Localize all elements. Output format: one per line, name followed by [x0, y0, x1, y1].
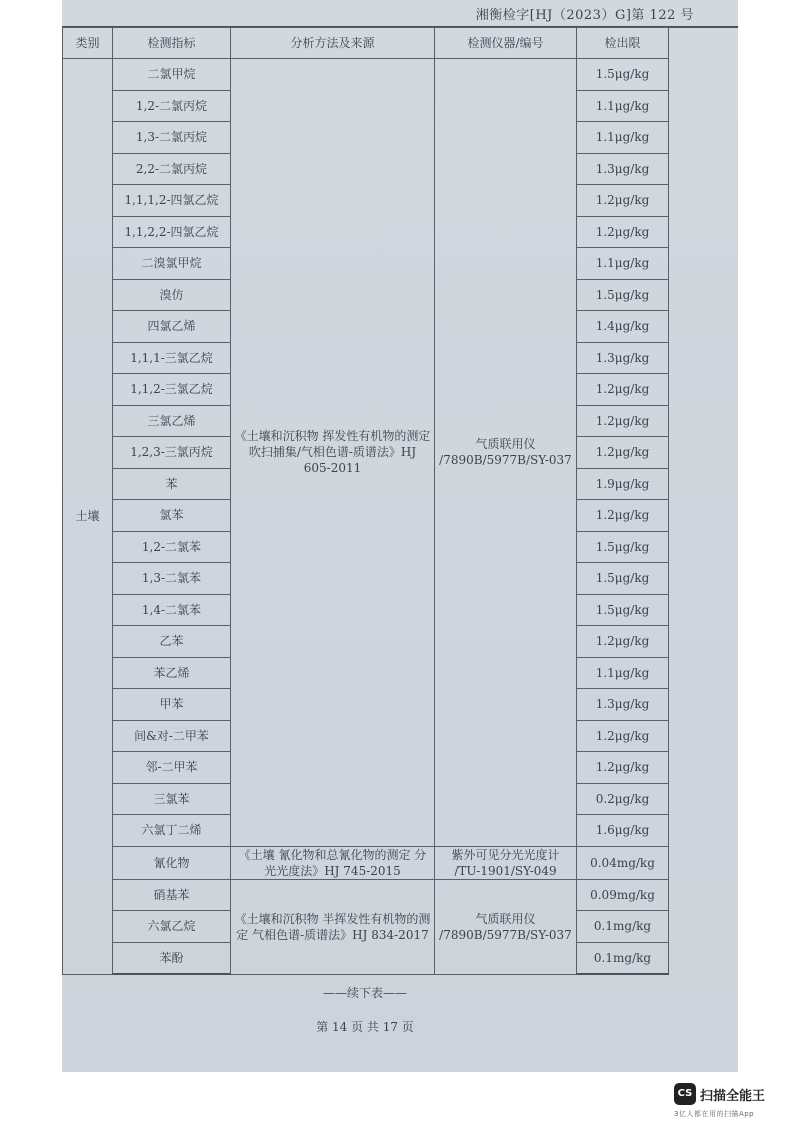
brand-name: 扫描全能王 [700, 1089, 766, 1104]
instrument-cell: 气质联用仪 /7890B/5977B/SY-037 [435, 879, 577, 974]
header-category: 类别 [63, 28, 113, 59]
indicator-cell: 1,2,3-三氯丙烷 [113, 437, 231, 469]
camscanner-logo-icon: CS [674, 1083, 696, 1105]
indicator-cell: 溴仿 [113, 279, 231, 311]
indicator-cell: 1,3-二氯丙烷 [113, 122, 231, 154]
indicator-cell: 1,2-二氯苯 [113, 531, 231, 563]
indicator-cell: 1,1,1,2-四氯乙烷 [113, 185, 231, 217]
instrument-cell: 气质联用仪 /7890B/5977B/SY-037 [435, 59, 577, 847]
limit-cell: 1.2μg/kg [577, 216, 669, 248]
indicator-cell: 硝基苯 [113, 879, 231, 911]
limit-cell: 1.1μg/kg [577, 122, 669, 154]
limit-cell: 1.2μg/kg [577, 752, 669, 784]
indicator-cell: 氰化物 [113, 846, 231, 879]
header-indicator: 检测指标 [113, 28, 231, 59]
limit-cell: 1.2μg/kg [577, 437, 669, 469]
category-cell: 土壤 [63, 59, 113, 975]
limit-cell: 1.5μg/kg [577, 563, 669, 595]
indicator-cell: 邻-二甲苯 [113, 752, 231, 784]
limit-cell: 1.2μg/kg [577, 405, 669, 437]
limit-cell: 1.5μg/kg [577, 594, 669, 626]
indicator-cell: 六氯乙烷 [113, 911, 231, 943]
limit-cell: 1.9μg/kg [577, 468, 669, 500]
limit-cell: 1.1μg/kg [577, 90, 669, 122]
method-cell: 《土壤 氰化物和总氰化物的测定 分光光度法》HJ 745-2015 [231, 846, 435, 879]
indicator-cell: 三氯乙烯 [113, 405, 231, 437]
table-header-row [63, 28, 669, 59]
limit-cell: 1.3μg/kg [577, 689, 669, 721]
limit-cell: 1.5μg/kg [577, 531, 669, 563]
table-row [63, 879, 669, 911]
limit-cell: 0.04mg/kg [577, 846, 669, 879]
document-number: 湘衡检字[HJ（2023）G]第 122 号 [475, 8, 694, 23]
indicator-cell: 1,2-二氯丙烷 [113, 90, 231, 122]
instrument-cell: 紫外可见分光光度计 /TU-1901/SY-049 [435, 846, 577, 879]
indicator-cell: 四氯乙烯 [113, 311, 231, 343]
indicator-cell: 1,1,1-三氯乙烷 [113, 342, 231, 374]
limit-cell: 0.09mg/kg [577, 879, 669, 911]
indicator-cell: 苯乙烯 [113, 657, 231, 689]
indicator-cell: 间&对-二甲苯 [113, 720, 231, 752]
indicator-cell: 氯苯 [113, 500, 231, 532]
scanner-watermark-brand [674, 1083, 786, 1123]
detection-limits-table [62, 27, 669, 975]
limit-cell: 1.2μg/kg [577, 626, 669, 658]
table-body [63, 59, 669, 975]
indicator-cell: 1,1,2,2-四氯乙烷 [113, 216, 231, 248]
indicator-cell: 苯酚 [113, 942, 231, 974]
limit-cell: 1.1μg/kg [577, 248, 669, 280]
method-cell: 《土壤和沉积物 半挥发性有机物的测定 气相色谱-质谱法》HJ 834-2017 [231, 879, 435, 974]
brand-tagline: 3亿人都在用的扫描App [674, 1110, 755, 1118]
limit-cell: 1.6μg/kg [577, 815, 669, 847]
limit-cell: 0.1mg/kg [577, 911, 669, 943]
indicator-cell: 2,2-二氯丙烷 [113, 153, 231, 185]
indicator-cell: 苯 [113, 468, 231, 500]
limit-cell: 1.3μg/kg [577, 342, 669, 374]
indicator-cell: 1,4-二氯苯 [113, 594, 231, 626]
indicator-cell: 甲苯 [113, 689, 231, 721]
limit-cell: 1.2μg/kg [577, 500, 669, 532]
header-limit: 检出限 [577, 28, 669, 59]
indicator-cell: 二氯甲烷 [113, 59, 231, 91]
limit-cell: 1.2μg/kg [577, 374, 669, 406]
table-row [63, 846, 669, 879]
limit-cell: 1.3μg/kg [577, 153, 669, 185]
indicator-cell: 二溴氯甲烷 [113, 248, 231, 280]
indicator-cell: 1,3-二氯苯 [113, 563, 231, 595]
indicator-cell: 乙苯 [113, 626, 231, 658]
limit-cell: 1.5μg/kg [577, 59, 669, 91]
method-cell: 《土壤和沉积物 挥发性有机物的测定 吹扫捕集/气相色谱-质谱法》HJ 605-2011 [231, 59, 435, 847]
limit-cell: 1.1μg/kg [577, 657, 669, 689]
limit-cell: 1.5μg/kg [577, 279, 669, 311]
indicator-cell: 1,1,2-三氯乙烷 [113, 374, 231, 406]
limit-cell: 1.2μg/kg [577, 720, 669, 752]
limit-cell: 1.4μg/kg [577, 311, 669, 343]
document-page [62, 0, 738, 1072]
limit-cell: 1.2μg/kg [577, 185, 669, 217]
indicator-cell: 六氯丁二烯 [113, 815, 231, 847]
header-method: 分析方法及来源 [231, 28, 435, 59]
header-instrument: 检测仪器/编号 [435, 28, 577, 59]
table-row [63, 59, 669, 91]
limit-cell: 0.2μg/kg [577, 783, 669, 815]
page-footer: 第 14 页 共 17 页 [316, 1020, 414, 1034]
limit-cell: 0.1mg/kg [577, 942, 669, 974]
indicator-cell: 三氯苯 [113, 783, 231, 815]
continuation-note: ——续下表—— [322, 986, 407, 1000]
